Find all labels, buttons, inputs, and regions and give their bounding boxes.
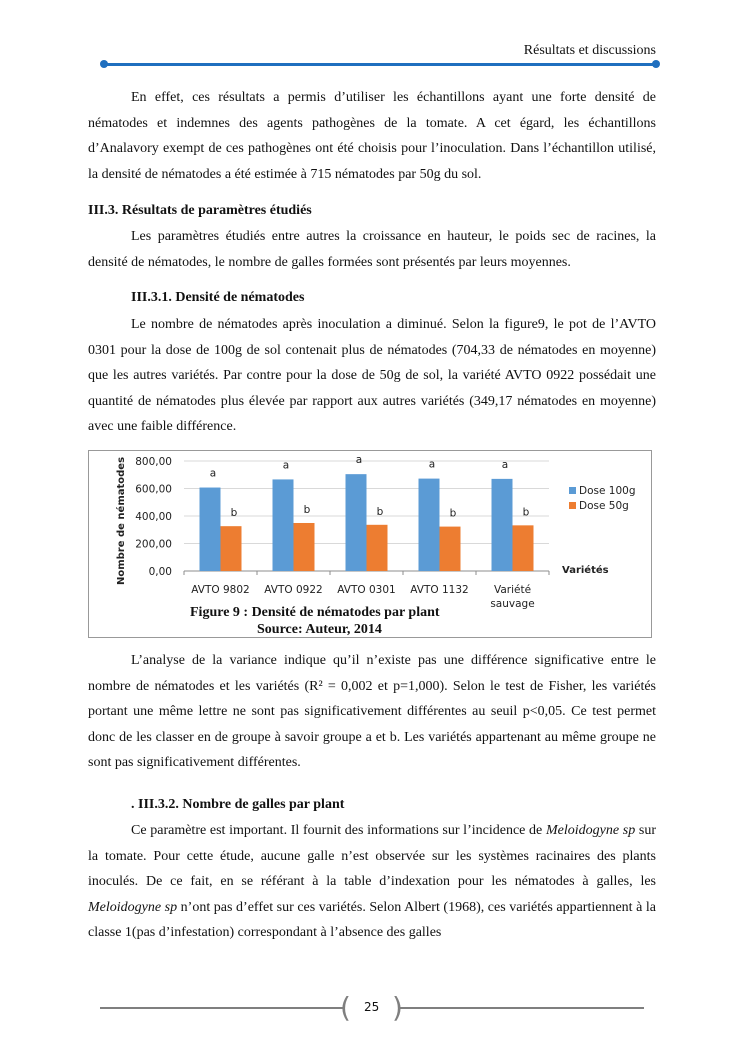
y-tick-label: 0,00 (148, 566, 172, 578)
significance-letter: a (282, 459, 290, 472)
significance-letter: a (428, 458, 436, 471)
bar-dose-50g (513, 525, 534, 571)
bar-dose-100g (346, 474, 367, 571)
y-tick-label: 200,00 (135, 538, 172, 551)
significance-letter: b (230, 507, 238, 520)
x-tick-label: AVTO 1132 (410, 584, 469, 596)
section-heading-3-1: III.3.1. Densité de nématodes (131, 290, 305, 305)
paragraph-galls-text-2: sur la tomate. Pour cette étude, aucune galle n’est observée sur les systèmes racinaires des plants inoculés. De ce fait, en se référant à la table d’indexation pour les nématodes à galles, les (88, 823, 657, 890)
running-header-title: Résultats et discussions (523, 43, 656, 58)
bar-dose-100g (419, 479, 440, 571)
x-tick-label: sauvage (490, 598, 535, 610)
footer-rule-left (100, 1007, 343, 1009)
bar-dose-100g (200, 488, 221, 571)
bar-dose-100g (492, 479, 513, 571)
y-tick-label: 400,00 (135, 511, 172, 523)
bar-dose-100g (273, 479, 294, 571)
significance-letter: b (303, 503, 311, 516)
paragraph-intro-text: En effet, ces résultats a permis d’utiliser les échantillons ayant une forte densité de nématodes et indemnes des agents pathogènes de la tomate. A cet égard, les échantillons d’Analavory exempt de ces pathogènes ont été choisis pour l’inoculation. Dans l’échantillon utilisé, la densité de nématodes a été estimée à 715 nématodes par 50g du sol. (88, 90, 656, 182)
paragraph-density-text: Le nombre de nématodes après inoculation a diminué. Selon la figure9, le pot de l’AVTO 0301 pour la dose de 100g de sol contenait plus de nématodes (704,33 de nématodes en moyenne) que les autres variétés. Par contre pour la dose de 50g de sol, la variété AVTO 0922 possédait une quantité de nématodes plus élevée par rapport aux autres variétés (349,17 nématodes en moyenne) avec une faible différence. (88, 317, 656, 435)
species-name: Meloidogyne sp (545, 823, 636, 838)
y-tick-label: 800,00 (135, 456, 172, 468)
paragraph-density (88, 312, 656, 440)
bar-dose-50g (221, 526, 242, 571)
x-axis-label: Variétés (562, 565, 609, 576)
header-rule (104, 63, 656, 66)
paragraph-intro (88, 85, 656, 187)
bar-dose-50g (367, 525, 388, 571)
footer-rule-right (400, 1007, 644, 1009)
paragraph-variance (88, 648, 656, 776)
legend-label: Dose 100g (579, 485, 636, 497)
species-name: Meloidogyne sp (88, 899, 178, 915)
significance-letter: a (501, 458, 509, 471)
legend-swatch (569, 502, 576, 509)
figure-9-frame (88, 450, 652, 638)
significance-letter: b (449, 507, 457, 520)
paragraph-galls-text-1: Ce paramètre est important. Il fournit des informations sur l’incidence de (131, 823, 546, 838)
x-tick-label: AVTO 0922 (264, 584, 323, 596)
bar-dose-50g (294, 523, 315, 571)
footer-bracket-left: ( (340, 991, 351, 1024)
page-number: 25 (364, 1000, 380, 1014)
paragraph-galls (88, 818, 656, 946)
significance-letter: b (522, 506, 530, 519)
header-rule-dot-left (100, 60, 108, 68)
bar-dose-50g (440, 527, 461, 571)
section-heading-3: III.3. Résultats de paramètres étudiés (88, 203, 312, 218)
significance-letter: a (209, 467, 217, 480)
paragraph-galls-text-3: n’ont pas d’effet sur ces variétés. Selon Albert (1968), ces variétés appartiennent à la classe 1(pas d’infestation) correspondant à l’absence des galles (88, 899, 657, 941)
x-tick-label: Variété (493, 584, 532, 596)
legend-swatch (569, 487, 576, 494)
figure-source: Source: Auteur, 2014 (257, 622, 382, 637)
significance-letter: a (355, 454, 363, 467)
header-rule-dot-right (652, 60, 660, 68)
x-tick-label: AVTO 9802 (191, 584, 250, 596)
section-heading-3-2: . III.3.2. Nombre de galles par plant (131, 797, 345, 812)
footer-bracket-right: ) (392, 991, 403, 1024)
paragraph-parameters (88, 224, 656, 275)
x-tick-label: AVTO 0301 (337, 584, 396, 596)
y-tick-label: 600,00 (135, 483, 172, 496)
y-axis-label: Nombre de nématodes (116, 456, 127, 586)
paragraph-variance-text: L’analyse de la variance indique qu’il n’existe pas une différence significative entre le nombre de nématodes et les variétés (R² = 0,002 et p=1,000). Selon le test de Fisher, les variétés portant une même lettre ne sont pas significativement différentes au seuil p<0,05. Ce test permet donc de les classer en de groupe à savoir groupe a et b. Les variétés appartenant au même groupe ne sont pas significativement différentes. (88, 653, 656, 771)
legend-label: Dose 50g (579, 500, 629, 512)
figure-caption: Figure 9 : Densité de nématodes par plant (190, 605, 440, 620)
paragraph-parameters-text: Les paramètres étudiés entre autres la croissance en hauteur, le poids sec de racines, la densité de nématodes, le nombre de galles formées sont présentés par leurs moyennes. (88, 229, 656, 270)
significance-letter: b (376, 505, 384, 518)
